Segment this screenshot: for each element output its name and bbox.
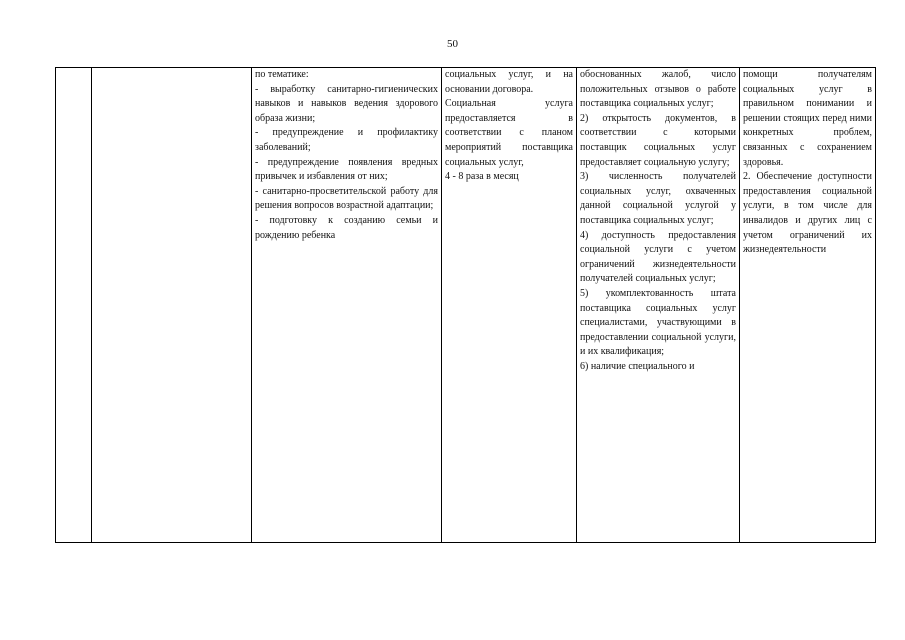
cell-service-terms	[442, 68, 577, 543]
text-line: 5) укомплектованность штата поставщика социальных услуг специалистами, участвующими в предоставлении социальной услуги, и их квалификация;	[580, 287, 736, 358]
text-line: Социальная услуга предоставляется в соответствии с планом мероприятий поставщика социальных услуг,	[445, 98, 573, 168]
cell-number	[56, 68, 92, 543]
text-line: обоснованных жалоб, число положительных отзывов о работе поставщика социальных услуг;	[580, 69, 736, 110]
text-line: 6) наличие специального и	[580, 360, 695, 372]
text-line: - подготовку к созданию семьи и рождению ребенка	[255, 214, 438, 241]
table-row	[56, 68, 876, 543]
text-line: - предупреждение появления вредных привычек и избавления от них;	[255, 156, 438, 183]
text-line: - санитарно-просветительской работу для решения вопросов возрастной адаптации;	[255, 185, 438, 212]
page-number: 50	[447, 38, 458, 50]
text-line: - выработку санитарно-гигиенических навыков и навыков ведения здорового образа жизни;	[255, 83, 438, 124]
text-line: социальных услуг, и на основании договора.	[445, 69, 573, 95]
text-line: 4 - 8 раза в месяц	[445, 171, 519, 183]
cell-quality-indicators	[577, 68, 740, 543]
text-line: по тематике:	[255, 69, 309, 80]
services-table	[55, 67, 876, 543]
text-line: 3) численность получателей социальных услуг, охваченных данной социальной услугой у поставщика социальных услуг;	[580, 171, 736, 226]
cell-conditions	[740, 68, 876, 543]
cell-service-description	[252, 68, 442, 543]
cell-service-name	[92, 68, 252, 543]
text-line: - предупреждение и профилактику заболеваний;	[255, 127, 438, 153]
text-line: 4) доступность предоставления социальной услуги с учетом ограничений жизнедеятельности получателей социальных услуг;	[580, 229, 736, 285]
text-line: помощи получателям социальных услуг в правильном понимании и решении стоящих перед ними конкретных проблем, связанных с сохранением здоровья.	[743, 69, 872, 168]
text-line: 2. Обеспечение доступности предоставления социальной услуги, в том числе для инвалидов и других лиц с учетом ограничений их жизнедеятельности	[743, 171, 872, 256]
text-line: 2) открытость документов, в соответствии с которыми поставщик социальных услуг предоставляет социальную услугу;	[580, 112, 736, 168]
